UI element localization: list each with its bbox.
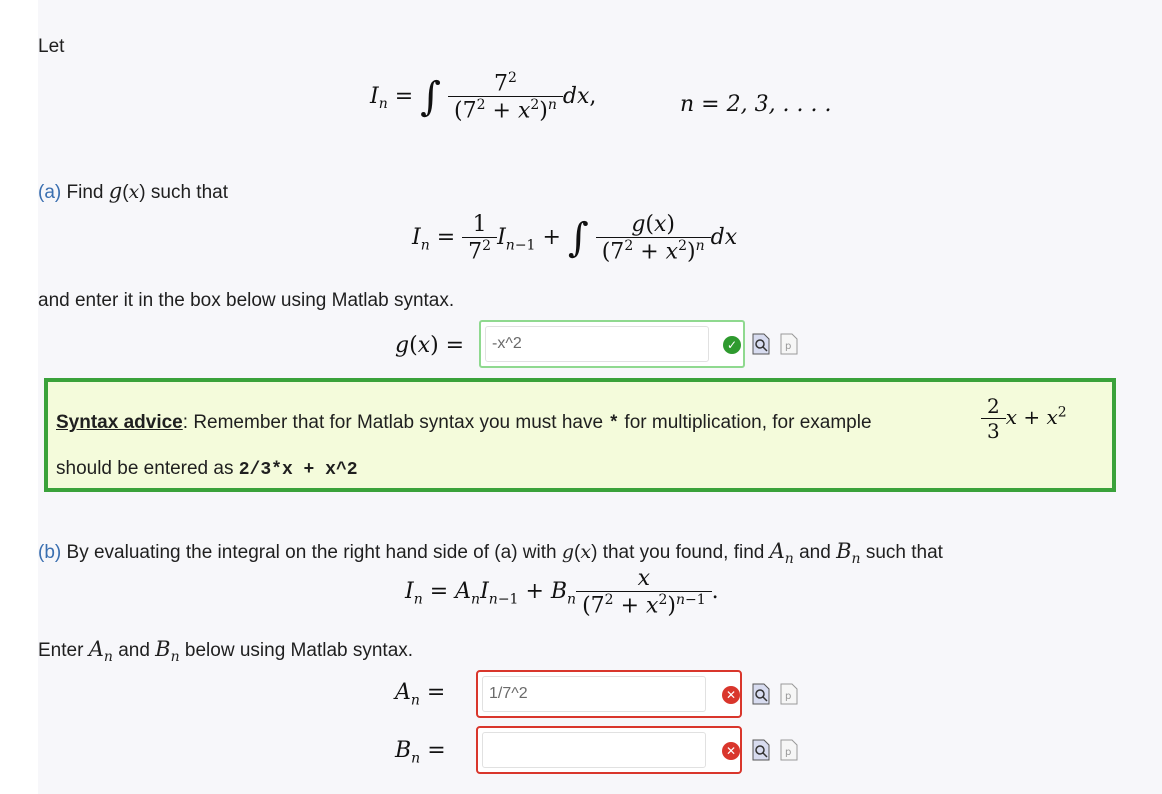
svg-text:p: p [785, 341, 792, 352]
preview-icon[interactable] [752, 683, 770, 705]
g-label: g(x) = [395, 333, 465, 358]
part-b-such-that: such that [865, 542, 943, 563]
svg-text:p: p [785, 691, 792, 702]
preview-icon[interactable] [752, 333, 770, 355]
syntax-advice-box [44, 378, 1116, 492]
An-input[interactable] [476, 670, 742, 718]
advice-example-math: $\frac{2}{3}$ $x + x^2$ [981, 394, 1067, 443]
advice-line1: Syntax advice: Remember that for Matlab syntax you must have * for multiplication, for example [56, 412, 872, 434]
incorrect-x-icon: ✕ [722, 686, 740, 704]
enter-prompt: Enter $A_n$ and $B_n$ below using Matlab syntax. [38, 637, 414, 666]
syntax-help-icon[interactable] [780, 333, 798, 355]
part-a-after: and enter it in the box below using Matlab syntax. [38, 290, 455, 311]
g-input-value: -x^2 [492, 335, 522, 352]
enter-and: and [118, 640, 150, 661]
advice-star: * [608, 414, 620, 434]
Bn-label: $B_n$ = [395, 738, 446, 767]
recurrence-b: $I_n = A_nI_{n-1} + B_n$ $\frac{x}{(7^2 + x^2)^{n-1}}$ . [405, 566, 719, 619]
part-a-prompt: (a) Find g(x) such that [38, 179, 228, 203]
enter-pre: Enter [38, 640, 84, 661]
preview-icon[interactable] [752, 739, 770, 761]
part-a-such-that: such that [150, 182, 228, 203]
Bn-input[interactable] [476, 726, 742, 774]
part-b-and: and [799, 542, 831, 563]
recurrence-a: $I_n$ = $\frac{1}{7^2}$ $I_{n-1}$ + ∫ $\frac{g(x)}{(7^2 + x^2)^n}$ dx [412, 212, 738, 265]
enter-post: below using Matlab syntax. [184, 640, 414, 661]
integral-definition: $I_n$ = ∫ $\frac{7^2}{(7^2 + x^2)^n}$ dx, [370, 70, 597, 124]
svg-text:p: p [785, 747, 792, 758]
advice-line2 [56, 458, 358, 481]
advice-text: Remember that for Matlab syntax you must have [193, 412, 604, 433]
part-b-label: (b) [38, 542, 62, 563]
incorrect-x-icon: ✕ [722, 742, 740, 760]
advice-title: Syntax advice [56, 412, 183, 433]
syntax-help-icon[interactable] [780, 683, 798, 705]
An-input-value: 1/7^2 [489, 685, 528, 702]
advice-line2-text: should be entered as [56, 458, 234, 479]
advice-code: 2/3*x + x^2 [238, 460, 358, 480]
advice-text2: for multiplication, for example [624, 412, 872, 433]
part-b-prompt: (b) By evaluating the integral on the right hand side of (a) with g(x) that you found, find $A_n$ and $B_n$ such that [38, 539, 943, 568]
n-range: n = 2, 3, . . . . [680, 92, 832, 117]
part-a-find: Find [66, 182, 104, 203]
intro-let: Let [38, 36, 65, 57]
correct-check-icon: ✓ [723, 336, 741, 354]
g-input[interactable] [479, 320, 745, 368]
part-b-text-mid: that you found, find [602, 542, 765, 563]
part-a-label: (a) [38, 182, 62, 203]
syntax-help-icon[interactable] [780, 739, 798, 761]
part-b-text: By evaluating the integral on the right hand side of (a) with [66, 542, 557, 563]
An-label: $A_n$ = [395, 680, 446, 709]
